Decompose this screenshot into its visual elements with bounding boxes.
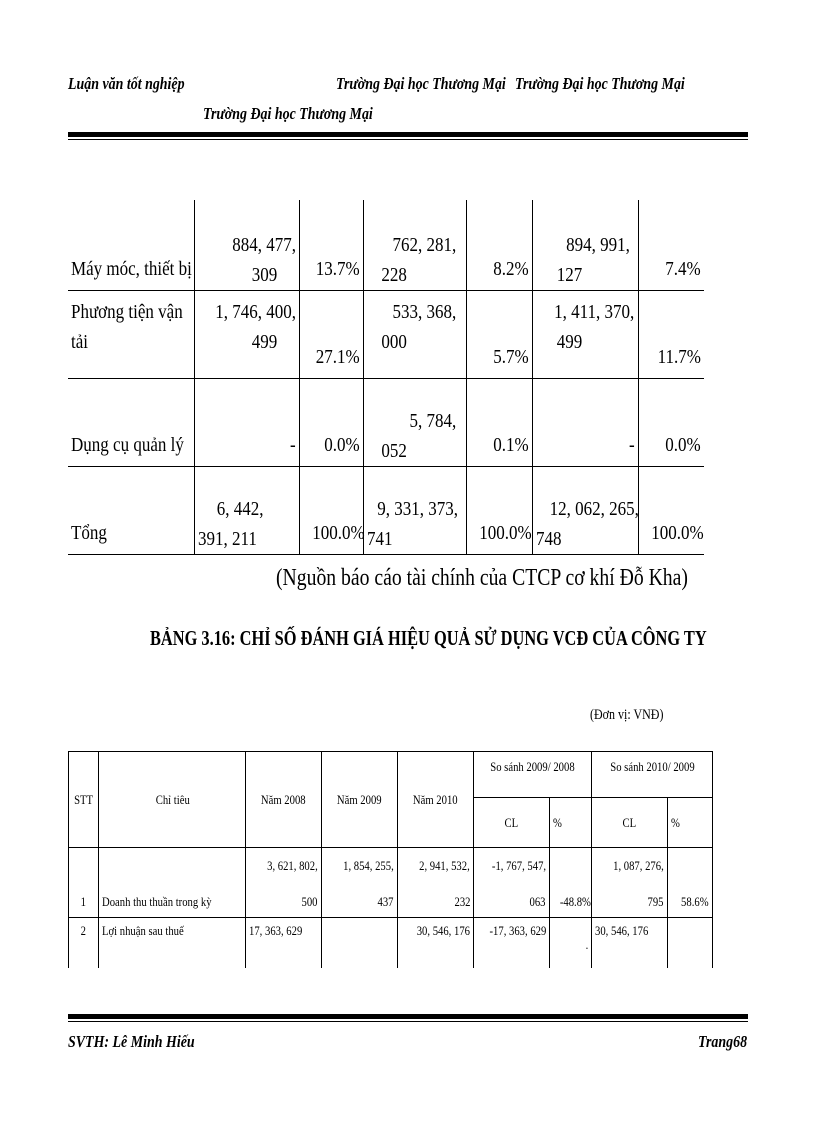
percent-cell: 8.2%	[466, 200, 532, 290]
percent-cell: 100.0%	[466, 466, 532, 554]
fixed-capital-efficiency-table	[68, 751, 713, 968]
percent-cell: 0.1%	[466, 378, 532, 466]
header-2009: Năm 2009	[321, 752, 397, 848]
cell-name: Lợi nhuận sau thuế	[99, 918, 246, 968]
cell-2009	[321, 918, 397, 968]
header-percent: %	[549, 798, 591, 848]
table-title: BẢNG 3.16: CHỈ SỐ ĐÁNH GIÁ HIỆU QUẢ SỬ DỤNG VCĐ CỦA CÔNG TY	[150, 626, 707, 650]
header-university-2: Trường Đại học Thương Mại	[515, 74, 685, 93]
table-row	[68, 200, 704, 290]
cell-pct2	[667, 918, 712, 968]
cell-cl2: 1, 087, 276, 795	[591, 848, 667, 918]
header-stt: STT	[69, 752, 99, 848]
table-row	[68, 466, 704, 554]
cell-pct1: .	[549, 918, 591, 968]
header-university-3: Trường Đại học Thương Mại	[203, 104, 373, 123]
value-cell: 5, 784, 052	[363, 378, 466, 466]
header-cl: CL	[591, 798, 667, 848]
value-cell: 1, 411, 370, 499	[532, 290, 638, 378]
row-label: Tổng	[68, 466, 194, 554]
header-rule	[68, 132, 748, 137]
row-label: Máy móc, thiết bị	[68, 200, 194, 290]
header-university-1: Trường Đại học Thương Mại	[336, 74, 506, 93]
table-row	[68, 378, 704, 466]
cell-2008: 3, 621, 802, 500	[246, 848, 322, 918]
header-percent: %	[667, 798, 712, 848]
cell-pct2: 58.6%	[667, 848, 712, 918]
percent-cell: 5.7%	[466, 290, 532, 378]
header-rule-thin	[68, 139, 748, 140]
value-cell: -	[532, 378, 638, 466]
percent-cell: 7.4%	[638, 200, 704, 290]
percent-cell: 13.7%	[299, 200, 363, 290]
cell-2008: 17, 363, 629	[246, 918, 322, 968]
header-chitieu: Chỉ tiêu	[99, 752, 246, 848]
header-row	[69, 752, 713, 798]
unit-note: (Đơn vị: VNĐ)	[590, 707, 664, 723]
table-row	[68, 290, 704, 378]
cell-cl1: -1, 767, 547, 063	[474, 848, 550, 918]
value-cell: 12, 062, 265, 748	[532, 466, 638, 554]
header-cl: CL	[474, 798, 550, 848]
header-2010: Năm 2010	[397, 752, 474, 848]
asset-structure-table	[68, 200, 704, 555]
value-cell: -	[194, 378, 299, 466]
cell-2010: 30, 546, 176	[397, 918, 474, 968]
value-cell: 1, 746, 400, 499	[194, 290, 299, 378]
cell-cl2: 30, 546, 176	[591, 918, 667, 968]
header-2008: Năm 2008	[246, 752, 322, 848]
percent-cell: 0.0%	[299, 378, 363, 466]
cell-stt: 1	[69, 848, 99, 918]
table-row	[69, 918, 713, 968]
row-label: Phương tiện vận tải	[68, 290, 194, 378]
value-cell: 6, 442, 391, 211	[194, 466, 299, 554]
percent-cell: 11.7%	[638, 290, 704, 378]
footer-rule	[68, 1014, 748, 1019]
header-compare-2010-2009: So sánh 2010/ 2009	[591, 752, 712, 798]
value-cell: 9, 331, 373, 741	[363, 466, 466, 554]
source-note: (Nguồn báo cáo tài chính của CTCP cơ khí Đỗ Kha)	[276, 565, 688, 591]
cell-name: Doanh thu thuần trong kỳ	[99, 848, 246, 918]
cell-2010: 2, 941, 532, 232	[397, 848, 474, 918]
footer-author: SVTH: Lê Minh Hiếu	[68, 1032, 195, 1051]
header-thesis-label: Luận văn tốt nghiệp	[68, 74, 185, 93]
value-cell: 533, 368, 000	[363, 290, 466, 378]
percent-cell: 100.0%	[299, 466, 363, 554]
cell-pct1: -48.8%	[549, 848, 591, 918]
row-label: Dụng cụ quản lý	[68, 378, 194, 466]
cell-cl1: -17, 363, 629	[474, 918, 550, 968]
footer-rule-thin	[68, 1021, 748, 1022]
header-compare-2009-2008: So sánh 2009/ 2008	[474, 752, 592, 798]
percent-cell: 100.0%	[638, 466, 704, 554]
footer-page-number: Trang68	[698, 1032, 748, 1051]
percent-cell: 27.1%	[299, 290, 363, 378]
table-row	[69, 848, 713, 918]
cell-2009: 1, 854, 255, 437	[321, 848, 397, 918]
value-cell: 762, 281, 228	[363, 200, 466, 290]
cell-stt: 2	[69, 918, 99, 968]
value-cell: 884, 477, 309	[194, 200, 299, 290]
percent-cell: 0.0%	[638, 378, 704, 466]
value-cell: 894, 991, 127	[532, 200, 638, 290]
